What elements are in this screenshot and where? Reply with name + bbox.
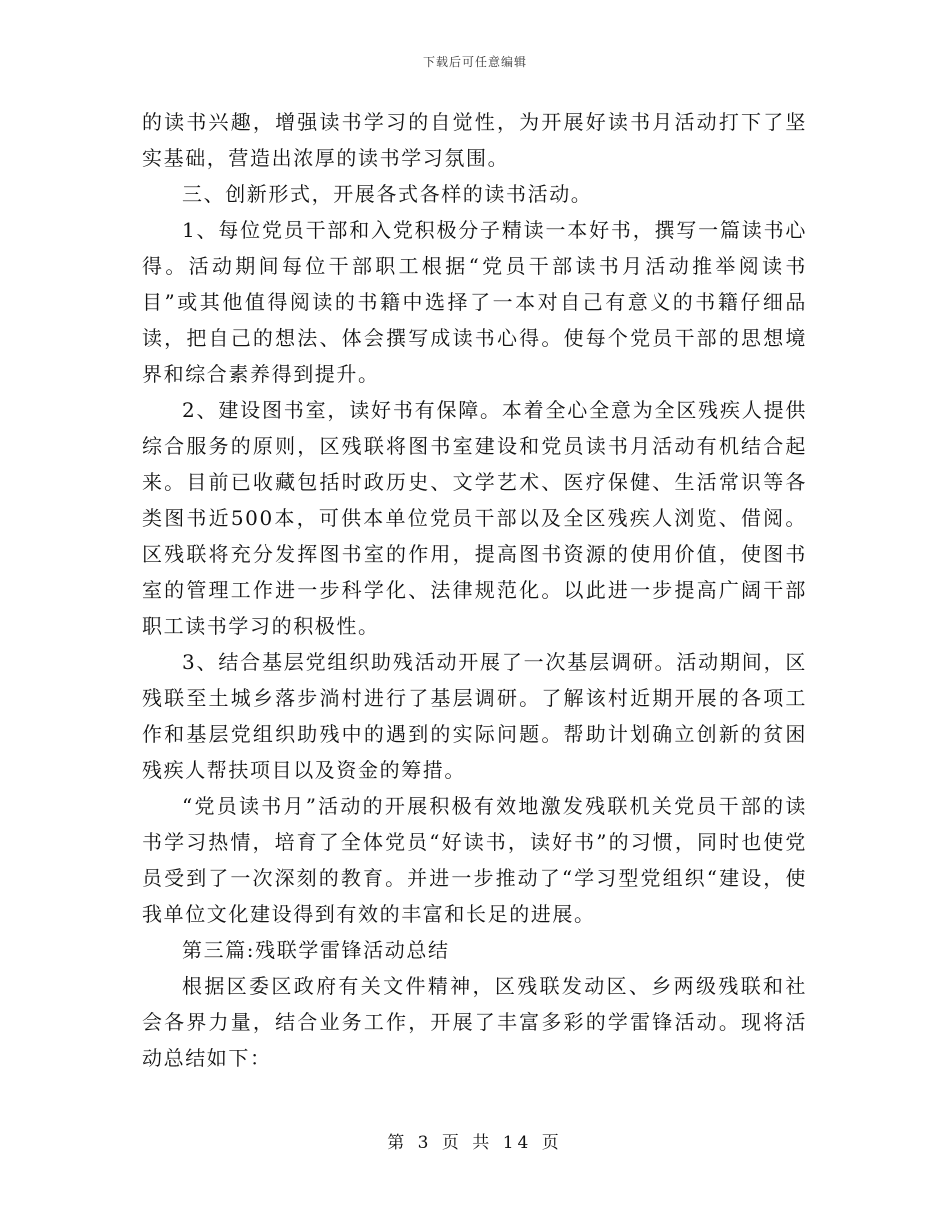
paragraph-item-1: 1、每位党员干部和入党积极分子精读一本好书，撰写一篇读书心得。活动期间每位干部职工根据“党员干部读书月活动推举阅读书目”或其他值得阅读的书籍中选择了一本对自己有意义的书籍仔细品读，把自己的想法、体会撰写成读书心得。使每个党员干部的思想境界和综合素养得到提升。 <box>142 218 807 386</box>
page-header: 下载后可任意编辑 <box>422 55 527 69</box>
page-footer: 第 3 页 共 14 页 <box>387 1133 563 1153</box>
document-body <box>142 104 807 1076</box>
paragraph-continuation: 的读书兴趣，增强读书学习的自觉性，为开展好读书月活动打下了坚实基础，营造出浓厚的读书学习氛围。 <box>142 110 807 170</box>
article-title: 第三篇:残联学雷锋活动总结 <box>182 938 450 962</box>
section-heading-3: 三、创新形式，开展各式各样的读书活动。 <box>182 182 593 206</box>
paragraph-item-3: 3、结合基层党组织助残活动开展了一次基层调研。活动期间，区残联至土城乡落步淌村进行了基层调研。了解该村近期开展的各项工作和基层党组织助残中的遇到的实际问题。帮助计划确立创新的贫困残疾人帮扶项目以及资金的筹措。 <box>142 650 807 782</box>
paragraph-item-2: 2、建设图书室，读好书有保障。本着全心全意为全区残疾人提供综合服务的原则，区残联将图书室建设和党员读书月活动有机结合起来。目前已收藏包括时政历史、文学艺术、医疗保健、生活常识等各类图书近500本，可供本单位党员干部以及全区残疾人浏览、借阅。区残联将充分发挥图书室的作用，提高图书资源的使用价值，使图书室的管理工作进一步科学化、法律规范化。以此进一步提高广阔干部职工读书学习的积极性。 <box>142 398 807 638</box>
paragraph-intro: 根据区委区政府有关文件精神，区残联发动区、乡两级残联和社会各界力量，结合业务工作，开展了丰富多彩的学雷锋活动。现将活动总结如下： <box>142 974 807 1070</box>
paragraph-summary: “党员读书月”活动的开展积极有效地激发残联机关党员干部的读书学习热情，培育了全体党员“好读书，读好书”的习惯，同时也使党员受到了一次深刻的教育。并进一步推动了“学习型党组织“建设，使我单位文化建设得到有效的丰富和长足的进展。 <box>142 794 807 926</box>
